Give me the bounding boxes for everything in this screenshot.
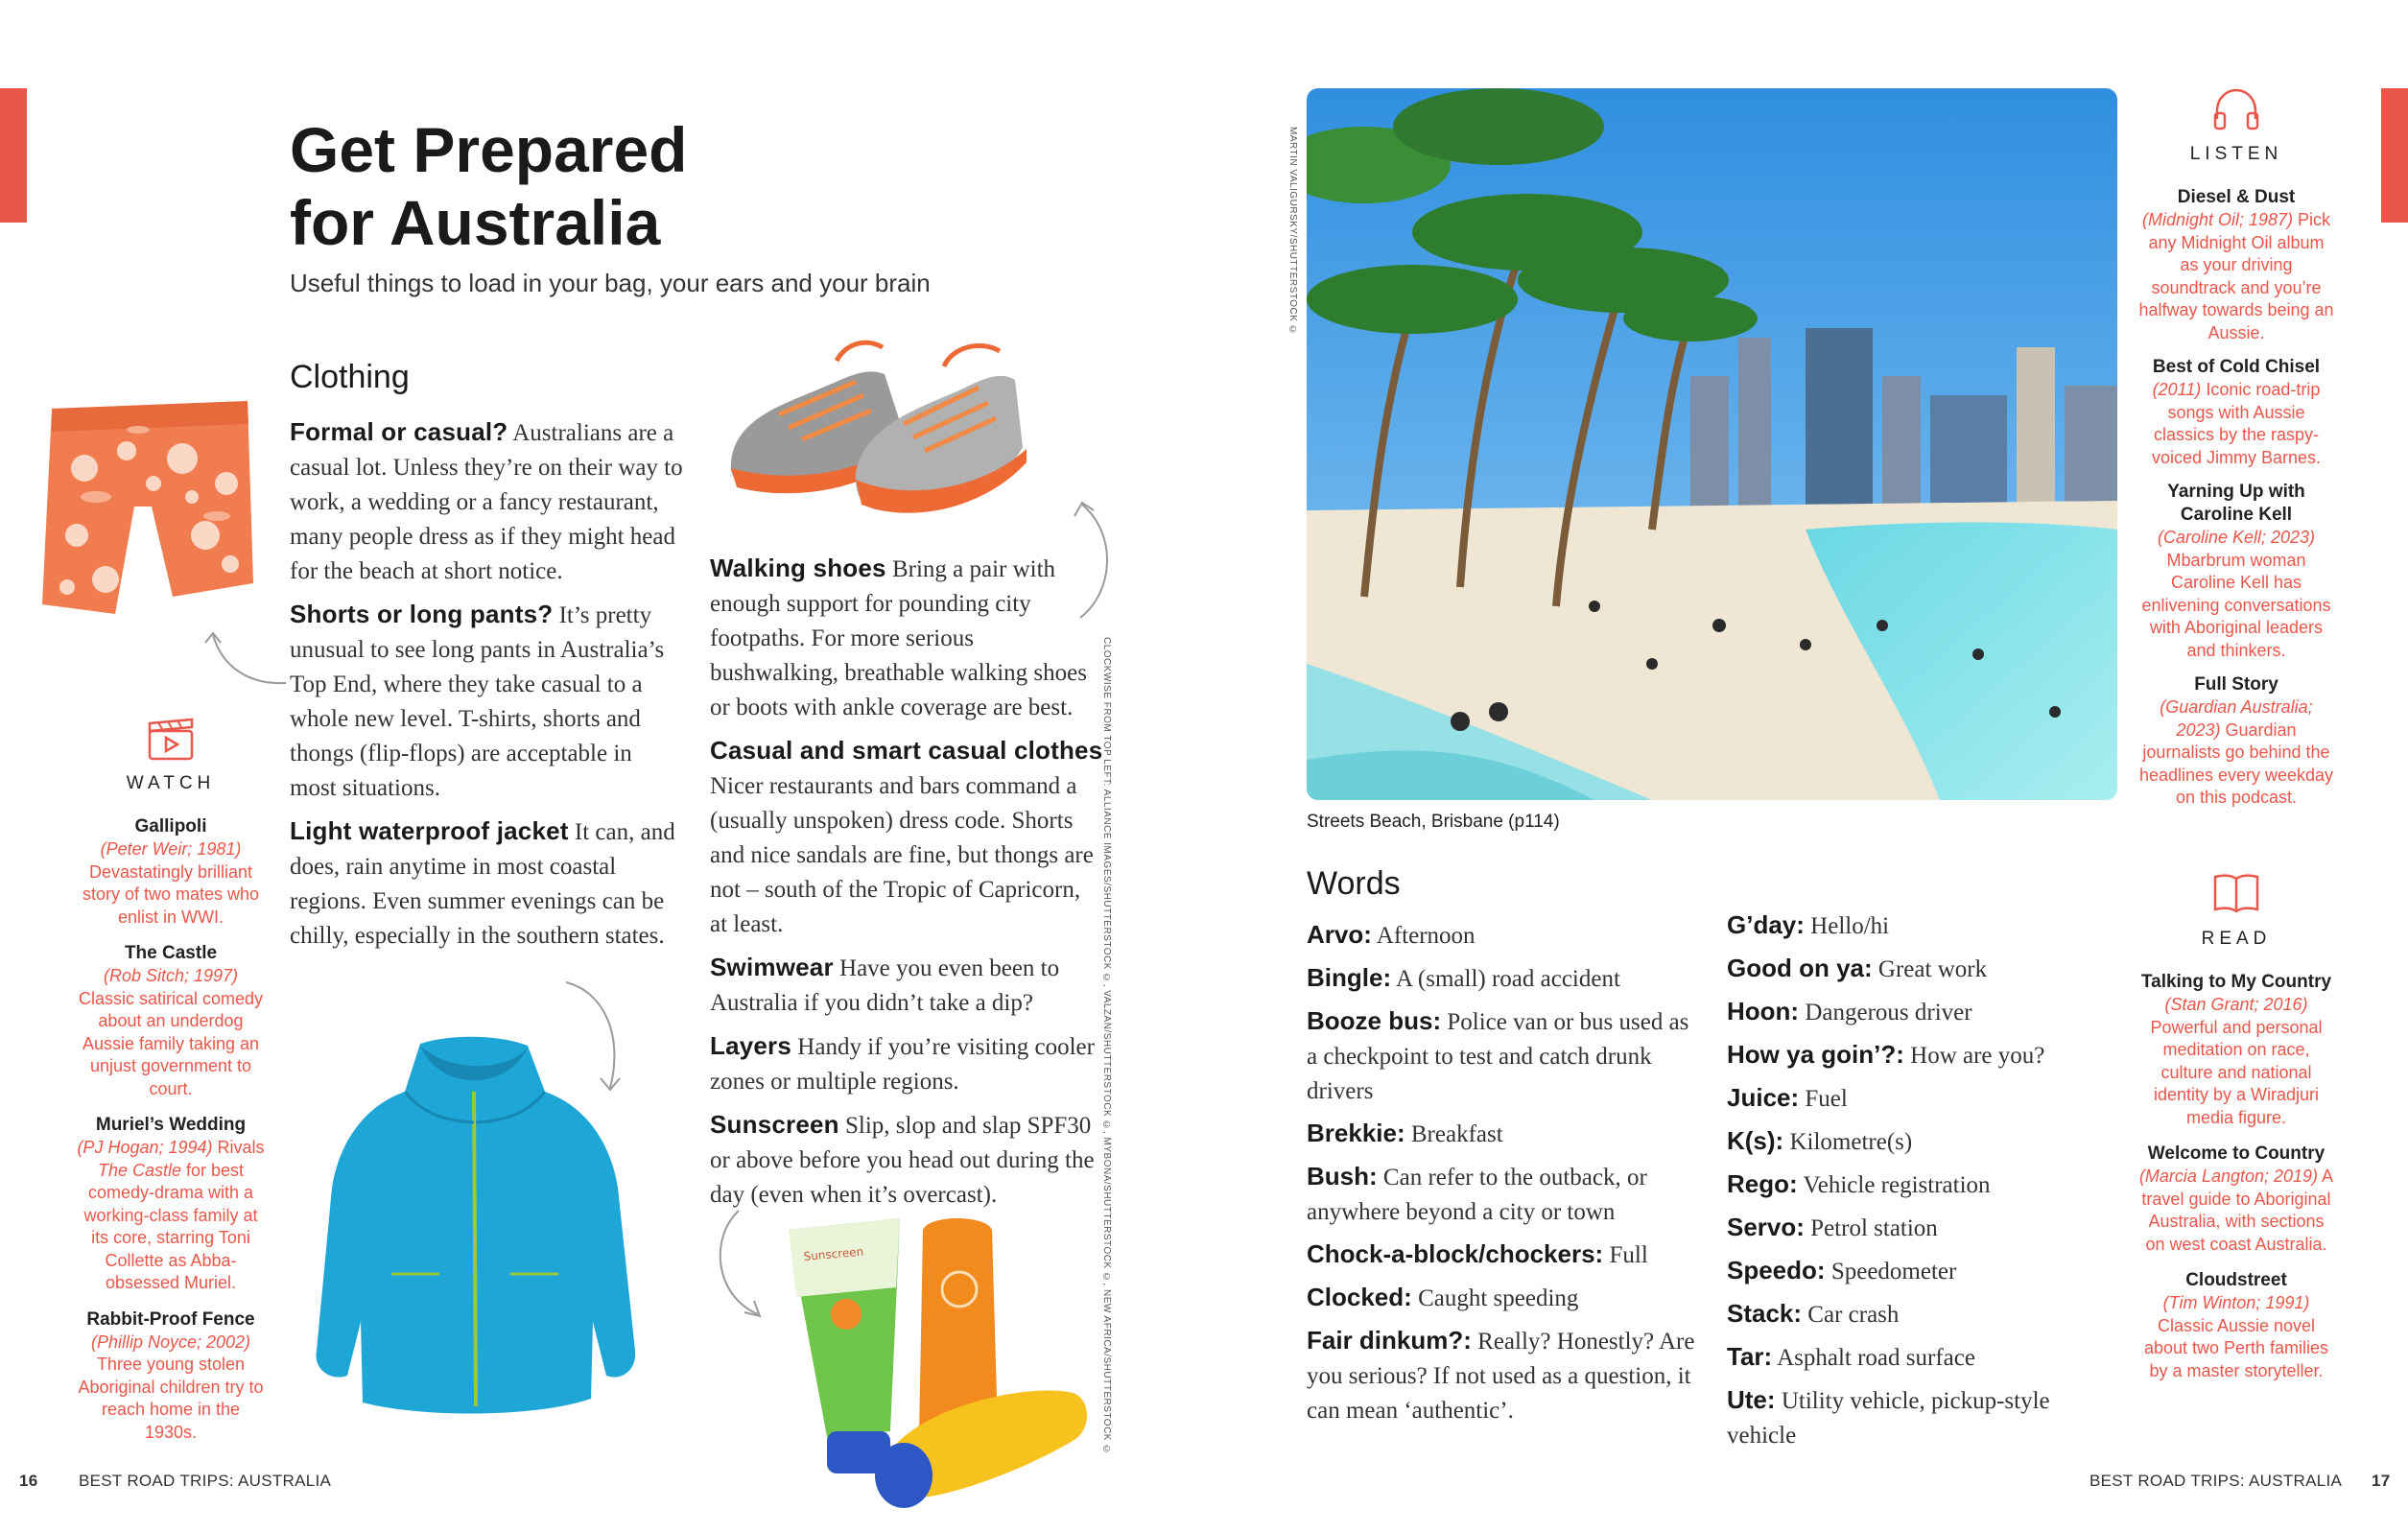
read-item	[2137, 1269, 2335, 1382]
word-definition: Vehicle registration	[1797, 1172, 1991, 1198]
listen-item-meta: (Midnight Oil; 1987)	[2141, 210, 2294, 229]
word-definition: Police van or bus used as a checkpoint to test and catch drunk drivers	[1307, 1009, 1689, 1104]
clothing-text: Nicer restaurants and bars command a (usually unspoken) dress code. Shorts and nice sandals are fine, but thongs are not – south of the Tropic of Capricorn, at least.	[710, 773, 1094, 937]
word-entry	[1727, 994, 2091, 1030]
watch-item-meta: (Rob Sitch; 1997)	[103, 966, 239, 985]
watch-item-desc: Devastatingly brilliant story of two mates who enlist in WWI.	[82, 861, 260, 927]
clothing-column-1	[290, 414, 683, 961]
watch-item-desc-pre: Rivals	[212, 1138, 265, 1157]
word-definition: Caught speeding	[1411, 1285, 1579, 1311]
watch-item-meta: (Peter Weir; 1981)	[100, 839, 242, 859]
read-item	[2137, 971, 2335, 1129]
watch-item	[75, 1114, 267, 1295]
floral-shorts-image	[38, 391, 261, 618]
word-term: Chock-a-block/chockers:	[1307, 1239, 1604, 1268]
word-entry	[1307, 960, 1700, 997]
word-definition: Afternoon	[1371, 923, 1475, 949]
word-term: Booze bus:	[1307, 1006, 1442, 1035]
sunscreen-image	[785, 1211, 1101, 1518]
word-entry	[1727, 1382, 2091, 1453]
watch-item-text	[75, 965, 267, 1100]
word-entry	[1307, 1323, 1700, 1428]
clothing-heading: Clothing	[290, 359, 410, 395]
listen-item-title: Full Story	[2194, 674, 2278, 695]
word-definition: Can refer to the outback, or anywhere beyond a city or town	[1307, 1165, 1647, 1225]
streets-beach-photo	[1307, 88, 2117, 800]
word-definition: Dangerous driver	[1799, 1000, 1972, 1025]
clothing-entry	[290, 414, 683, 589]
clothing-term: Shorts or long pants?	[290, 600, 554, 628]
clothing-term: Walking shoes	[710, 554, 886, 582]
word-entry	[1727, 1210, 2091, 1246]
clothing-text: Slip, slop and slap SPF30 or above before you head out during the day (even when it’s overcast).	[710, 1113, 1095, 1208]
listen-item-meta: (Guardian Australia; 2023)	[2160, 697, 2313, 740]
word-definition: Fuel	[1799, 1086, 1848, 1112]
page-title	[290, 113, 827, 259]
word-term: How ya goin’?:	[1727, 1040, 1904, 1069]
listen-item-desc: Guardian journalists go behind the headlines every weekday on this podcast.	[2138, 719, 2334, 807]
listen-item-desc: Iconic road-trip songs with Aussie classics by the raspy-voiced Jimmy Barnes.	[2151, 380, 2322, 467]
word-definition: Hello/hi	[1804, 913, 1890, 939]
listen-item	[2137, 186, 2335, 344]
listen-item-title: Yarning Up with Caroline Kell	[2167, 482, 2305, 525]
watch-item-desc: Three young stolen Aboriginal children try to reach home in the 1930s.	[78, 1355, 264, 1442]
word-definition: Asphalt road surface	[1772, 1345, 1975, 1371]
read-heading: READ	[2201, 929, 2272, 949]
listen-item-meta: (2011)	[2152, 380, 2202, 399]
clothing-text: It can, and does, rain anytime in most coastal regions. Even summer evenings can be chilly, especially in the southern states.	[290, 819, 675, 949]
word-definition: Speedometer	[1825, 1259, 1957, 1285]
read-item-desc: Classic Aussie novel about two Perth families by a master storyteller.	[2143, 1315, 2329, 1380]
word-definition: How are you?	[1903, 1043, 2045, 1069]
listen-item-meta: (Caroline Kell; 2023)	[2157, 528, 2316, 547]
word-entry	[1307, 1280, 1700, 1316]
word-definition: Really? Honestly? Are you serious? If not used as a question, it can mean ‘authentic’.	[1307, 1329, 1695, 1424]
clothing-text: Have you even been to Australia if you didn’t take a dip?	[710, 955, 1060, 1016]
word-entry	[1727, 1080, 2091, 1117]
word-term: Brekkie:	[1307, 1119, 1405, 1147]
listen-item-text	[2137, 379, 2335, 469]
clothing-entry	[710, 551, 1103, 725]
headphones-icon	[2211, 86, 2261, 132]
clapperboard-icon	[147, 718, 195, 762]
word-definition: A (small) road accident	[1391, 966, 1620, 992]
clothing-entry	[710, 733, 1103, 942]
word-entry	[1727, 1339, 2091, 1376]
left-running-title: BEST ROAD TRIPS: AUSTRALIA	[79, 1472, 332, 1490]
word-definition: Breakfast	[1405, 1121, 1503, 1147]
watch-item	[75, 942, 267, 1100]
watch-item-title: Muriel’s Wedding	[95, 1115, 247, 1135]
word-entry	[1727, 907, 2091, 944]
word-term: Stack:	[1727, 1299, 1803, 1328]
watch-item-title: Gallipoli	[134, 816, 207, 837]
word-entry	[1727, 1037, 2091, 1073]
watch-item-title: Rabbit-Proof Fence	[86, 1308, 255, 1330]
word-term: Hoon:	[1727, 997, 1800, 1025]
photo-credit: MARTIN VALIGURSKY/SHUTTERSTOCK ©	[1287, 127, 1298, 337]
read-item-text	[2137, 1292, 2335, 1382]
book-icon	[2211, 871, 2261, 917]
clothing-text: Bring a pair with enough support for pounding city footpaths. For more serious bushwalking, breathable walking shoes or boots with ankle coverage are best.	[710, 556, 1087, 720]
word-entry	[1727, 1253, 2091, 1289]
word-term: Ute:	[1727, 1385, 1776, 1414]
listen-item-text	[2137, 209, 2335, 344]
clothing-entry	[710, 950, 1103, 1021]
walking-shoes-image	[721, 328, 1028, 541]
waterproof-jacket-image	[305, 1034, 641, 1437]
sunscreen-pointer-arrow	[710, 1209, 767, 1324]
read-item-title: Talking to My Country	[2140, 972, 2332, 992]
left-page-number: 16	[19, 1472, 38, 1490]
watch-item-desc: Classic satirical comedy about an underdog Aussie family taking an unjust government to court.	[78, 988, 264, 1098]
word-term: Clocked:	[1307, 1283, 1412, 1311]
clothing-term: Formal or casual?	[290, 417, 508, 446]
word-definition: Kilometre(s)	[1783, 1129, 1913, 1155]
clothing-entry	[290, 813, 683, 954]
clothing-term: Casual and smart casual clothes	[710, 736, 1103, 765]
watch-heading: WATCH	[126, 773, 216, 793]
read-item-title: Cloudstreet	[2185, 1270, 2287, 1290]
word-term: Arvo:	[1307, 920, 1372, 949]
word-entry	[1727, 1123, 2091, 1160]
photo-caption: Streets Beach, Brisbane (p114)	[1307, 812, 1560, 832]
read-item-desc: A travel guide to Aboriginal Australia, with sections on west coast Australia.	[2141, 1167, 2334, 1254]
read-item-meta: (Marcia Langton; 2019)	[2138, 1167, 2319, 1186]
watch-item-text	[75, 1137, 267, 1295]
listen-item-title: Diesel & Dust	[2177, 187, 2296, 207]
watch-item	[75, 1308, 267, 1445]
watch-item-meta: (Phillip Noyce; 2002)	[90, 1332, 251, 1352]
sunscreen-tube-label: Sunscreen	[803, 1244, 864, 1263]
word-term: K(s):	[1727, 1126, 1784, 1155]
word-term: Good on ya:	[1727, 954, 1873, 982]
word-term: Rego:	[1727, 1169, 1798, 1198]
left-edge-accent-bar	[0, 88, 27, 223]
listen-item-text	[2137, 696, 2335, 810]
page-subtitle: Useful things to load in your bag, your ears and your brain	[290, 269, 931, 297]
watch-item-desc: for best comedy-drama with a working-class family at its core, starring Toni Collette as Abba-obsessed Muriel.	[83, 1160, 258, 1292]
page-title-line2: for Australia	[290, 187, 661, 258]
word-term: Juice:	[1727, 1083, 1800, 1112]
clothing-entry	[710, 1107, 1103, 1213]
read-item-text	[2137, 994, 2335, 1129]
read-item	[2137, 1143, 2335, 1256]
word-term: Servo:	[1727, 1213, 1805, 1241]
listen-item-desc: Mbarbrum woman Caroline Kell has enlivening conversations with Aboriginal leaders and thinkers.	[2141, 550, 2331, 660]
watch-item-text	[75, 1332, 267, 1445]
words-heading: Words	[1307, 865, 1401, 902]
word-term: Speedo:	[1727, 1256, 1826, 1285]
clothing-text: It’s pretty unusual to see long pants in Australia’s Top End, where they take casual to a whole new level. T-shirts, shorts and thongs (flip-flops) are acceptable in most situations.	[290, 602, 665, 801]
listen-heading: LISTEN	[2189, 144, 2283, 164]
left-page-photo-credit: CLOCKWISE FROM TOP LEFT: ALLIANCE IMAGES/SHUTTERSTOCK ©, VALZAN/SHUTTERSTOCK ©, MYBONA/SHUTTERSTOCK ©, NEW AFRICA/SHUTTERSTOCK ©	[1101, 637, 1112, 1455]
word-entry	[1307, 1003, 1700, 1109]
word-entry	[1727, 1167, 2091, 1203]
word-definition: Great work	[1872, 956, 1988, 982]
word-term: Fair dinkum?:	[1307, 1326, 1472, 1355]
read-item-desc: Powerful and personal meditation on race, culture and national identity by a Wiradjuri media figure.	[2150, 1017, 2323, 1127]
read-item-meta: (Tim Winton; 1991)	[2162, 1293, 2310, 1312]
right-page-number: 17	[2372, 1472, 2391, 1490]
word-entry	[1307, 1237, 1700, 1273]
listen-item-desc: Pick any Midnight Oil album as your driving soundtrack and you’re halfway towards being an Aussie.	[2138, 210, 2334, 342]
word-term: Bush:	[1307, 1162, 1378, 1190]
read-item-meta: (Stan Grant; 2016)	[2164, 995, 2308, 1014]
clothing-text: Australians are a casual lot. Unless they’re on their way to work, a wedding or a fancy restaurant, many people dress as if they might head for the beach at short notice.	[290, 420, 683, 584]
listen-item	[2137, 481, 2335, 662]
listen-item	[2137, 356, 2335, 469]
shorts-pointer-arrow	[201, 624, 288, 691]
word-entry	[1727, 951, 2091, 987]
read-item-title: Welcome to Country	[2147, 1143, 2325, 1164]
listen-item	[2137, 673, 2335, 810]
word-entry	[1307, 1159, 1700, 1230]
word-entry	[1307, 1116, 1700, 1152]
right-edge-accent-bar	[2381, 88, 2408, 223]
words-column-2	[1727, 907, 2091, 1460]
page-title-line1: Get Prepared	[290, 114, 688, 185]
clothing-text: Handy if you’re visiting cooler zones or multiple regions.	[710, 1034, 1095, 1095]
clothing-entry	[710, 1028, 1103, 1099]
watch-sidebar	[75, 718, 267, 1457]
clothing-term: Layers	[710, 1031, 792, 1060]
clothing-term: Sunscreen	[710, 1110, 839, 1139]
read-item-text	[2137, 1166, 2335, 1256]
words-column-1	[1307, 917, 1700, 1435]
word-term: G’day:	[1727, 910, 1805, 939]
watch-item	[75, 815, 267, 929]
read-sidebar	[2137, 871, 2335, 1396]
word-definition: Utility vehicle, pickup-style vehicle	[1727, 1388, 2050, 1449]
listen-sidebar	[2137, 86, 2335, 823]
listen-item-text	[2137, 527, 2335, 662]
watch-item-meta: (PJ Hogan; 1994)	[77, 1138, 213, 1157]
watch-item-text	[75, 838, 267, 929]
word-definition: Car crash	[1802, 1302, 1900, 1328]
clothing-entry	[290, 597, 683, 806]
word-term: Tar:	[1727, 1342, 1773, 1371]
clothing-term: Light waterproof jacket	[290, 816, 569, 845]
right-running-title: BEST ROAD TRIPS: AUSTRALIA	[2089, 1472, 2343, 1490]
word-entry	[1727, 1296, 2091, 1332]
word-entry	[1307, 917, 1700, 954]
watch-item-desc-italic: The Castle	[97, 1160, 181, 1180]
clothing-term: Swimwear	[710, 953, 834, 981]
word-definition: Full	[1603, 1242, 1648, 1268]
word-term: Bingle:	[1307, 963, 1392, 992]
listen-item-title: Best of Cold Chisel	[2152, 357, 2321, 377]
word-definition: Petrol station	[1804, 1215, 1938, 1241]
clothing-column-2	[710, 551, 1103, 1220]
watch-item-title: The Castle	[124, 943, 218, 963]
